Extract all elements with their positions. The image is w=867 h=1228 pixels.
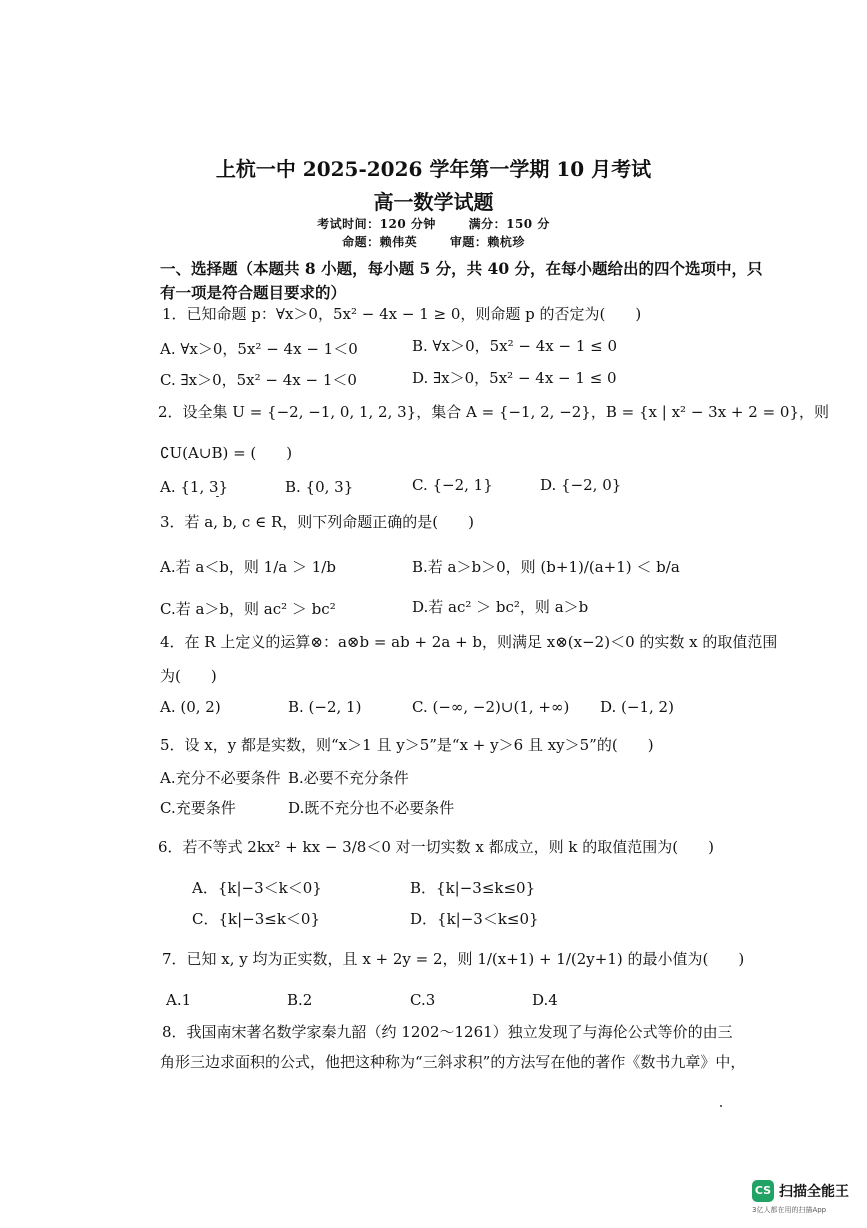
camscanner-name: 扫描全能王 [779,1184,849,1200]
question-4-stem-cont: 为( ) [160,667,217,685]
question-5-option-c: C.充要条件 [160,799,236,817]
question-6-option-c: C．{k|−3≤k＜0} [192,910,321,928]
question-7-stem: 7．已知 x, y 均为正实数，且 x + 2y = 2，则 1/(x+1) + 1/(2y+1) 的最小值为( ) [162,950,745,968]
exam-subtitle: 高一数学试题 [373,190,494,214]
camscanner-logo-icon: CS [752,1180,774,1202]
question-5-option-d: D.既不充分也不必要条件 [288,799,455,817]
question-4-option-b: B. (−2, 1) [288,698,362,716]
question-7-option-d: D.4 [532,991,558,1009]
scan-speck [720,1105,722,1107]
question-3-option-b: B.若 a＞b＞0，则 (b+1)/(a+1) ＜ b/a [412,558,680,576]
question-3-option-c: C.若 a＞b，则 ac² ＞ bc² [160,600,336,618]
question-2-stem-cont: ∁U(A∪B) = ( ) [160,444,293,462]
camscanner-tagline: 3亿人都在用的扫描App [752,1206,827,1214]
exam-reviewer: 审题：赖杭珍 [449,235,525,249]
question-7-option-b: B.2 [287,991,313,1009]
section-heading-line2: 有一项是符合题目要求的） [160,283,347,302]
exam-meta-line1 [0,215,867,232]
question-1-option-d: D. ∃x＞0，5x² − 4x − 1 ≤ 0 [412,369,617,387]
question-4-stem: 4．在 R 上定义的运算⊗：a⊗b = ab + 2a + b，则满足 x⊗(x−2)＜0 的实数 x 的取值范围 [160,633,778,651]
exam-meta-line2 [0,233,867,250]
question-2-option-d: D. {−2, 0} [540,476,622,494]
question-1-option-c: C. ∃x＞0，5x² − 4x − 1＜0 [160,371,357,389]
question-6-option-b: B．{k|−3≤k≤0} [410,879,536,897]
question-2-option-b: B. {0, 3} [285,478,354,496]
question-3-option-d: D.若 ac² ＞ bc²，则 a＞b [412,598,589,616]
question-6-option-d: D．{k|−3＜k≤0} [410,910,539,928]
full-score: 满分：150 分 [468,217,550,231]
question-8-line2: 角形三边求面积的公式，他把这种称为“三斜求积”的方法写在他的著作《数书九章》中， [160,1053,746,1071]
scanner-watermark [752,1180,862,1222]
question-5-option-b: B.必要不充分条件 [288,769,409,787]
question-2-stem: 2．设全集 U = {−2, −1, 0, 1, 2, 3}，集合 A = {−1, 2, −2}，B = {x | x² − 3x + 2 = 0}，则 [158,403,829,421]
question-1-stem: 1．已知命题 p：∀x＞0，5x² − 4x − 1 ≥ 0，则命题 p 的否定为( ) [162,305,642,323]
question-4-option-d: D. (−1, 2) [600,698,674,716]
question-2-option-c: C. {−2, 1} [412,476,493,494]
exam-time: 考试时间：120 分钟 [317,217,436,231]
question-4-option-a: A. (0, 2) [160,698,221,716]
question-1-option-a: A. ∀x＞0，5x² − 4x − 1＜0 [160,340,358,358]
question-5-option-a: A.充分不必要条件 [160,769,281,787]
question-1-option-b: B. ∀x＞0，5x² − 4x − 1 ≤ 0 [412,337,618,355]
question-6-stem: 6．若不等式 2kx² + kx − 3/8＜0 对一切实数 x 都成立，则 k 的取值范围为( ) [158,838,714,856]
exam-title: 上杭一中 2025-2026 学年第一学期 10 月考试 [215,157,652,181]
question-5-stem: 5．设 x，y 都是实数，则“x＞1 且 y＞5”是“x + y＞6 且 xy＞5”的( ) [160,736,654,754]
exam-author: 命题：赖伟英 [342,235,418,249]
scan-speck [216,496,219,497]
question-7-option-a: A.1 [166,991,192,1009]
question-4-option-c: C. (−∞, −2)∪(1, +∞) [412,698,570,716]
section-heading-line1: 一、选择题（本题共 8 小题，每小题 5 分，共 40 分，在每小题给出的四个选项中，只 [160,259,763,278]
question-3-option-a: A.若 a＜b，则 1/a ＞ 1/b [160,558,336,576]
question-6-option-a: A．{k|−3＜k＜0} [192,879,322,897]
question-2-option-a: A. {1, 3} [160,478,229,496]
question-3-stem: 3．若 a, b, c ∈ R，则下列命题正确的是( ) [160,513,474,531]
question-8-line1: 8．我国南宋著名数学家秦九韶（约 1202～1261）独立发现了与海伦公式等价的由三 [162,1023,733,1041]
question-7-option-c: C.3 [410,991,436,1009]
